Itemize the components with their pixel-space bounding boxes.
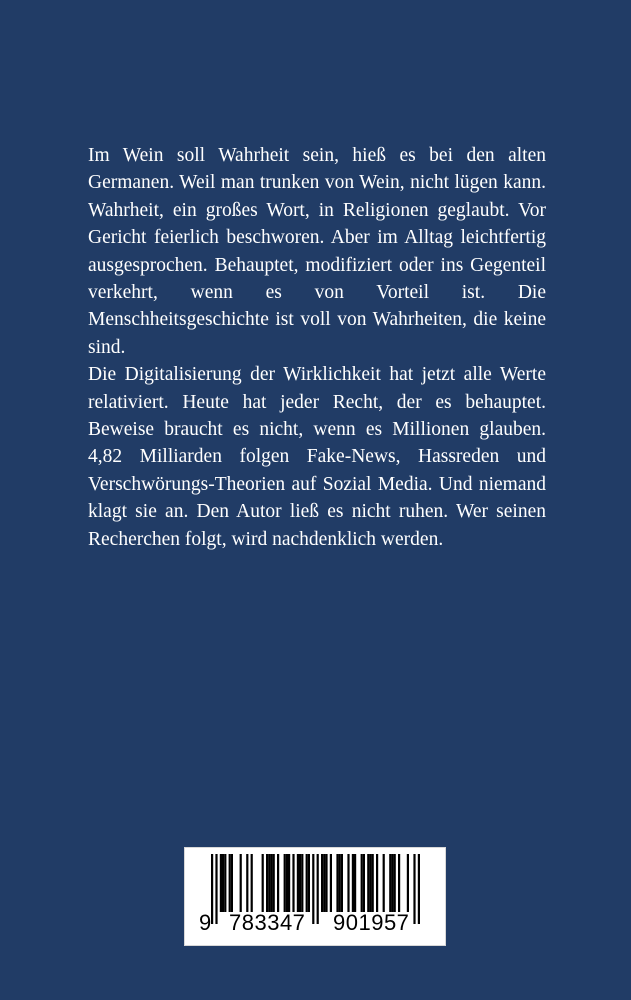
barcode-bar xyxy=(292,854,294,912)
barcode-bar xyxy=(354,854,356,912)
barcode-bar xyxy=(367,854,369,912)
barcode-bar xyxy=(352,854,354,912)
barcode-bar xyxy=(270,854,272,912)
isbn-digits-left: 783347 xyxy=(229,910,306,935)
barcode-bar xyxy=(240,854,242,912)
barcode-bar xyxy=(391,854,393,912)
barcode-bar xyxy=(339,854,341,912)
barcode-bar xyxy=(347,854,349,912)
barcode-bar xyxy=(376,854,378,912)
blurb-text xyxy=(88,142,546,553)
isbn-number xyxy=(185,910,447,938)
barcode-bar xyxy=(407,854,409,912)
barcode-bar xyxy=(325,854,327,912)
barcode-bar xyxy=(301,854,303,912)
barcode-bar xyxy=(336,854,338,912)
barcode-bar xyxy=(297,854,299,912)
barcode-bar xyxy=(288,854,290,912)
barcode-bar xyxy=(389,854,391,912)
barcode-bar xyxy=(308,854,310,912)
barcode-bar xyxy=(306,854,308,912)
barcode-bar xyxy=(372,854,374,912)
barcode-bar xyxy=(266,854,268,912)
barcode-bar xyxy=(231,854,233,912)
barcode-bar xyxy=(361,854,363,912)
barcode-bar xyxy=(286,854,288,912)
barcode-bar xyxy=(224,854,226,912)
barcode-bar xyxy=(262,854,264,912)
barcode-bar xyxy=(383,854,385,912)
barcode-bar xyxy=(394,854,396,912)
blurb-paragraph-2: Die Digitalisierung der Wirklichkeit hat jetzt alle Werte relativiert. Heute hat jeder Recht, der es behauptet. Beweise braucht es nicht, wenn es Millionen glauben. 4,82 Milliarden folgen Fake-News, Hassreden und Verschwörungs-Theorien auf Sozial Media. Und niemand klagt sie an. Den Autor ließ es nicht ruhen. Wer seinen Recherchen folgt, wird nachdenklich werden. xyxy=(88,364,546,550)
barcode-bar xyxy=(277,854,279,912)
barcode-bar xyxy=(251,854,253,912)
isbn-barcode xyxy=(184,847,446,946)
barcode-bar xyxy=(330,854,332,912)
barcode-bar xyxy=(273,854,275,912)
barcode-bar xyxy=(341,854,343,912)
barcode-bar xyxy=(321,854,323,912)
isbn-digits-right: 901957 xyxy=(333,910,410,935)
barcode-bar xyxy=(222,854,224,912)
barcode-bar xyxy=(229,854,231,912)
barcode-bar xyxy=(323,854,325,912)
barcode-bar xyxy=(220,854,222,912)
barcode-bar xyxy=(363,854,365,912)
blurb-paragraph-1: Im Wein soll Wahrheit sein, hieß es bei den alten Germanen. Weil man trunken von Wein, nicht lügen kann. Wahrheit, ein großes Wort, in Religionen geglaubt. Vor Gericht feierlich beschworen. Aber im Alltag leichtfertig ausgesprochen. Behauptet, modifiziert oder ins Gegenteil verkehrt, wenn es von Vorteil ist. Die Menschheitsgeschichte ist voll von Wahrheiten, die keine sind. xyxy=(88,145,546,358)
barcode-bar xyxy=(369,854,371,912)
barcode-bar xyxy=(284,854,286,912)
barcode-bar xyxy=(299,854,301,912)
barcode-bar xyxy=(268,854,270,912)
barcode-bar xyxy=(246,854,248,912)
barcode-bar xyxy=(398,854,400,912)
isbn-digit-first: 9 xyxy=(199,910,212,935)
